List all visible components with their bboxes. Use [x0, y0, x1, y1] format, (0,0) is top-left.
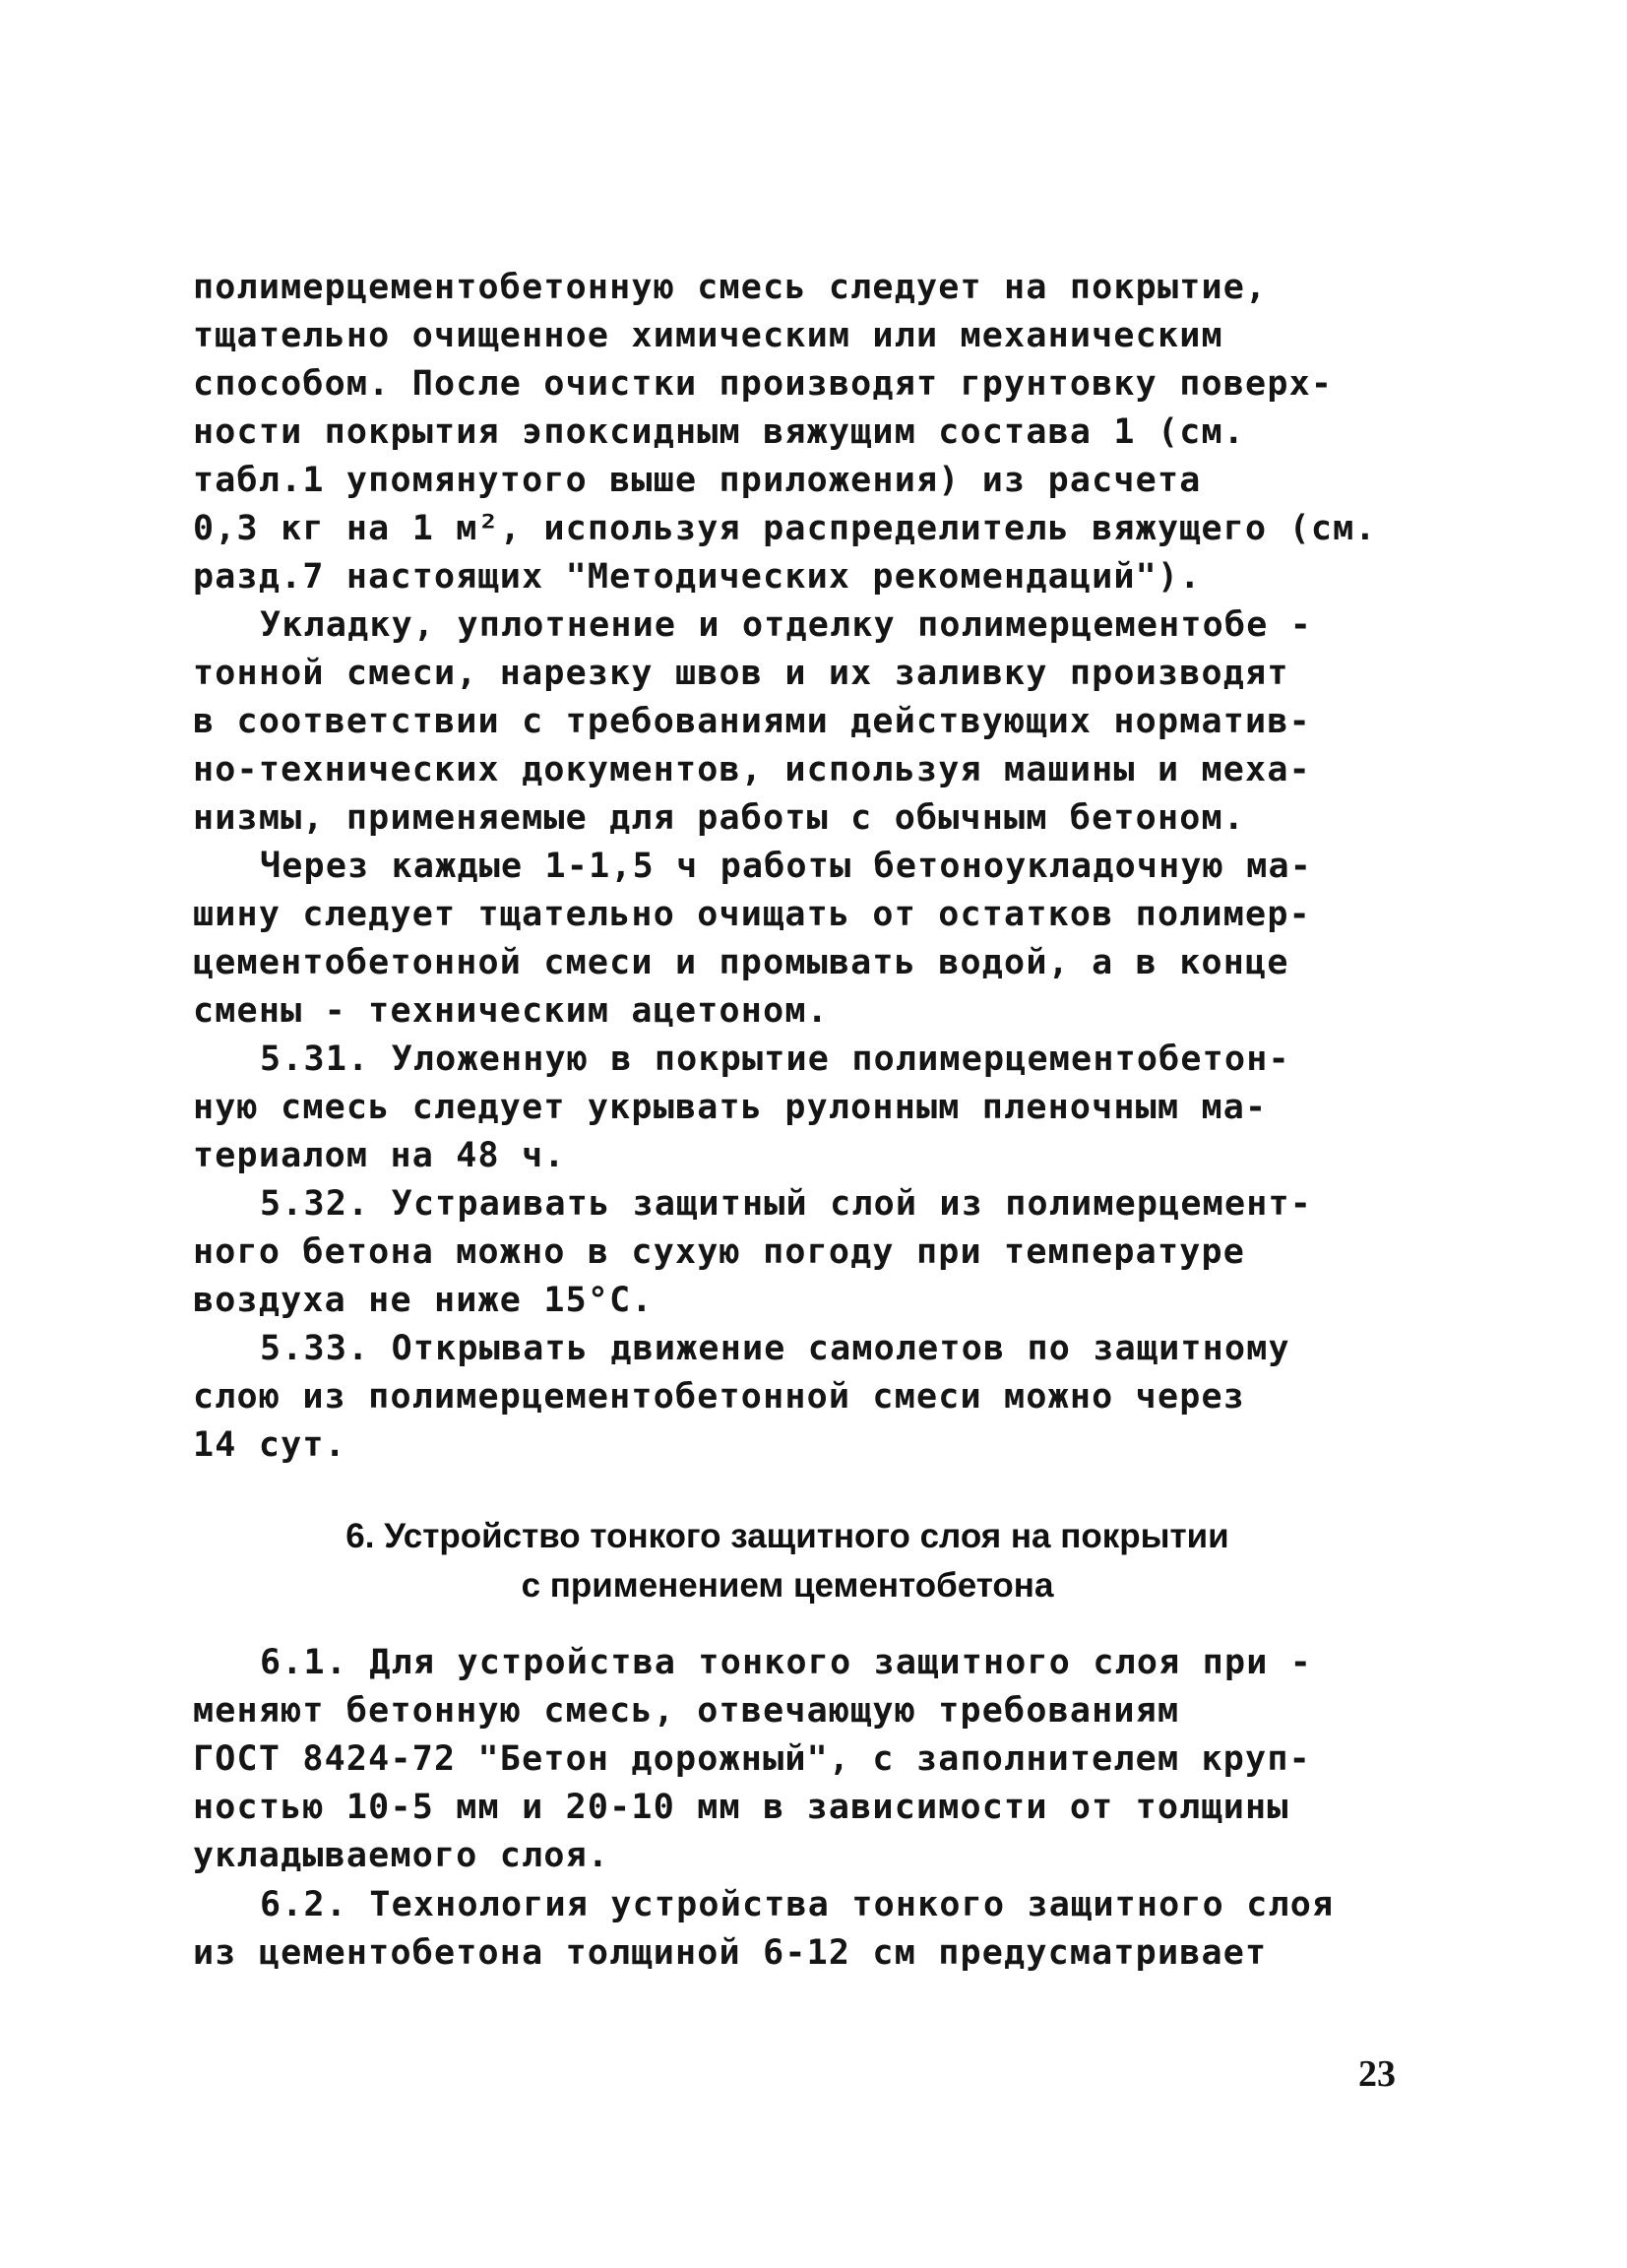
text-line: разд.7 настоящих "Методических рекомендаций").: [193, 557, 1202, 597]
paragraph-6-2: [260, 1881, 1490, 1929]
text-line: 0,3 кг на 1 м², используя распределитель вяжущего (см.: [193, 509, 1377, 548]
text-line: в соответствии с требованиями действующих норматив-: [193, 702, 1311, 741]
paragraph-laying-cont: [193, 650, 1423, 843]
text-line: 6.1. Для устройства тонкого защитного слоя при -: [260, 1643, 1313, 1682]
paragraph-5-32-cont: [193, 1228, 1423, 1325]
text-line: 6.2. Технология устройства тонкого защитного слоя: [260, 1885, 1335, 1924]
text-line: 5.33. Открывать движение самолетов по защитному: [260, 1329, 1290, 1368]
text-line: ностью 10-5 мм и 20-10 мм в зависимости от толщины: [193, 1788, 1289, 1827]
text-line: из цементобетона толщиной 6-12 см предусматривает: [193, 1933, 1268, 1973]
paragraph-continuation: [193, 264, 1423, 601]
text-line: ную смесь следует укрывать рулонным пленочным ма-: [193, 1088, 1268, 1127]
text-line: способом. После очистки производят грунтовку поверх-: [193, 364, 1334, 404]
paragraph-5-33-cont: [193, 1373, 1423, 1470]
text-line: Через каждые 1-1,5 ч работы бетоноукладочную ма-: [260, 847, 1313, 886]
paragraph-laying: [260, 601, 1490, 650]
text-line: Укладку, уплотнение и отделку полимерцементобе -: [260, 605, 1313, 645]
text-line: шину следует тщательно очищать от остатков полимер-: [193, 895, 1311, 934]
text-line: 14 сут.: [193, 1425, 346, 1465]
paragraph-6-1-cont: [193, 1687, 1423, 1880]
paragraph-6-1: [260, 1639, 1490, 1687]
text-line: укладываемого слоя.: [193, 1836, 610, 1875]
text-line: тщательно очищенное химическим или механическим: [193, 316, 1223, 355]
text-line: но-технических документов, используя машины и меха-: [193, 750, 1311, 789]
text-line: 5.31. Уложенную в покрытие полимерцементобетон-: [260, 1040, 1290, 1079]
text-line: 5.32. Устраивать защитный слой из полимерцемент-: [260, 1184, 1313, 1224]
text-line: воздуха не ниже 15°С.: [193, 1281, 654, 1320]
section-heading: [148, 1512, 1427, 1610]
paragraph-5-32: [260, 1180, 1490, 1228]
text-line: слою из полимерцементобетонной смеси можно через: [193, 1377, 1246, 1417]
heading-line: 6. Устройство тонкого защитного слоя на покрытии: [345, 1517, 1229, 1555]
page-number: 23: [1358, 2053, 1396, 2095]
heading-line: с применением цементобетона: [521, 1566, 1054, 1605]
text-line: ности покрытия эпоксидным вяжущим состава 1 (см.: [193, 412, 1246, 452]
text-line: полимерцементобетонную смесь следует на покрытие,: [193, 268, 1268, 307]
text-line: ГОСТ 8424-72 "Бетон дорожный", с заполнителем круп-: [193, 1739, 1311, 1779]
text-line: тонной смеси, нарезку швов и их заливку производят: [193, 654, 1289, 693]
paragraph-cleaning: [260, 843, 1490, 891]
paragraph-5-31: [260, 1036, 1490, 1084]
text-line: смены - техническим ацетоном.: [193, 991, 829, 1031]
paragraph-5-31-cont: [193, 1084, 1423, 1180]
text-line: териалом на 48 ч.: [193, 1136, 566, 1175]
paragraph-cleaning-cont: [193, 891, 1423, 1036]
text-line: табл.1 упомянутого выше приложения) из расчета: [193, 461, 1202, 500]
text-line: меняют бетонную смесь, отвечающую требованиям: [193, 1691, 1180, 1731]
paragraph-5-33: [260, 1325, 1490, 1373]
paragraph-6-2-cont: [193, 1929, 1423, 1978]
text-line: ного бетона можно в сухую погоду при температуре: [193, 1232, 1246, 1272]
text-line: низмы, применяемые для работы с обычным бетоном.: [193, 798, 1246, 838]
text-line: цементобетонной смеси и промывать водой, а в конце: [193, 943, 1289, 982]
